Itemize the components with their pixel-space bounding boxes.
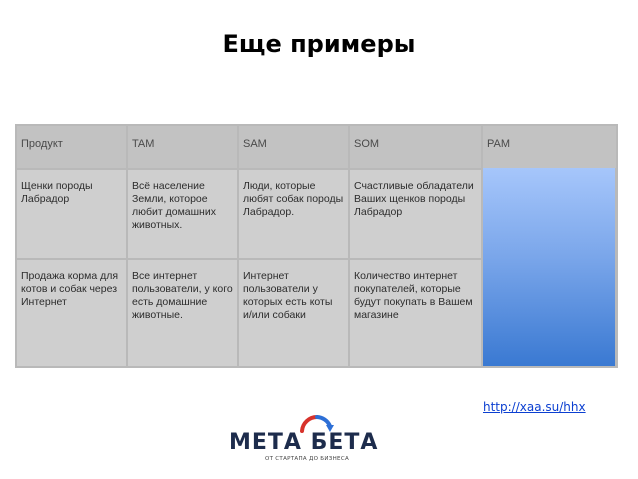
logo-wordmark: МЕТА БЕТА bbox=[229, 430, 379, 455]
header-cell-tam: TAM bbox=[128, 126, 237, 168]
cell-row1-sam: Люди, которые любят собак породы Лабрадор. bbox=[239, 170, 348, 258]
meta-beta-logo bbox=[227, 410, 387, 470]
cell-row1-tam: Всё население Земли, которое любит домашних животных. bbox=[128, 170, 237, 258]
cell-row2-product: Продажа корма для котов и собак через Интернет bbox=[17, 260, 126, 366]
slide-title: Еще примеры bbox=[222, 30, 416, 58]
cell-row2-sam: Интернет пользователи у которых есть коты и/или собаки bbox=[239, 260, 348, 366]
cell-row1-som: Счастливые обладатели Ваших щенков породы Лабрадор bbox=[350, 170, 481, 258]
header-cell-product: Продукт bbox=[17, 126, 126, 168]
cell-row1-product: Щенки породы Лабрадор bbox=[17, 170, 126, 258]
pam-highlight-column bbox=[483, 168, 615, 366]
logo-tagline: ОТ СТАРТАПА ДО БИЗНЕСА bbox=[264, 456, 350, 462]
cell-row2-som: Количество интернет покупателей, которые будут покупать в Вашем магазине bbox=[350, 260, 481, 366]
header-cell-pam: PAM bbox=[483, 126, 616, 168]
source-link[interactable]: http://xaa.su/hhx bbox=[483, 400, 586, 414]
header-cell-som: SOM bbox=[350, 126, 481, 168]
header-cell-sam: SAM bbox=[239, 126, 348, 168]
cell-row2-tam: Все интернет пользователи, у кого есть домашние животные. bbox=[128, 260, 237, 366]
